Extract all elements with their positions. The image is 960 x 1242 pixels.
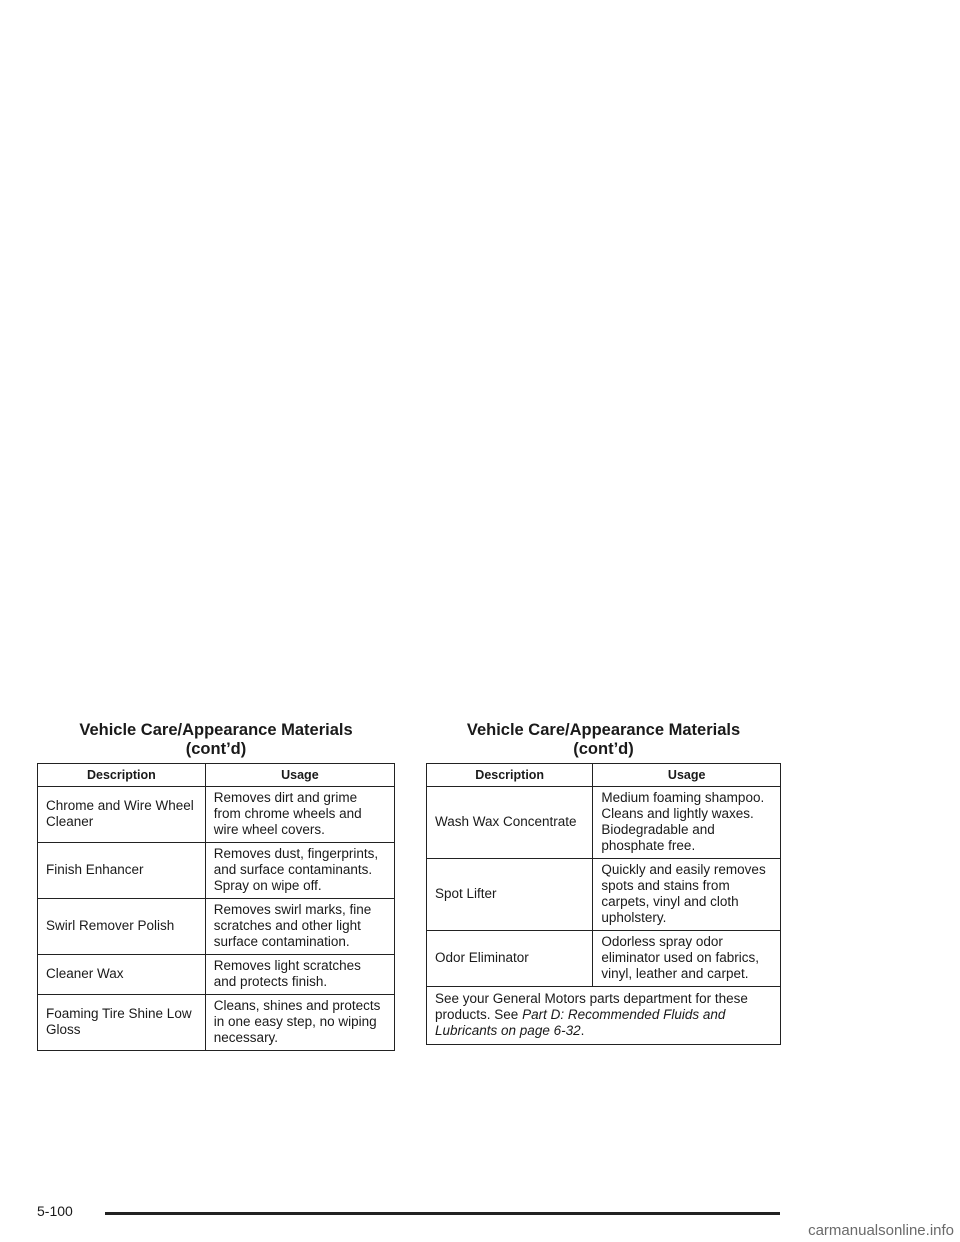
table-header-row xyxy=(427,764,781,787)
table-header-row xyxy=(38,764,395,787)
right-materials-table xyxy=(426,763,781,1045)
left-materials-table xyxy=(37,763,395,1051)
description-cell: Wash Wax Concentrate xyxy=(427,787,593,859)
usage-header: Usage xyxy=(593,764,781,787)
usage-cell: Quickly and easily removes spots and stains from carpets, vinyl and cloth upholstery. xyxy=(593,859,781,931)
usage-cell: Removes swirl marks, fine scratches and other light surface contamination. xyxy=(205,899,394,955)
description-cell: Odor Eliminator xyxy=(427,931,593,987)
description-cell: Cleaner Wax xyxy=(38,955,206,995)
description-cell: Chrome and Wire Wheel Cleaner xyxy=(38,787,206,843)
description-cell: Swirl Remover Polish xyxy=(38,899,206,955)
note-text: See your General Motors parts department for these products. See xyxy=(435,991,748,1022)
description-header: Description xyxy=(427,764,593,787)
parts-note xyxy=(427,987,781,1045)
page-number: 5-100 xyxy=(37,1203,73,1219)
table-row xyxy=(427,787,781,859)
note-end: . xyxy=(580,1023,585,1038)
description-header: Description xyxy=(38,764,206,787)
table-row xyxy=(38,843,395,899)
right-section-title: Vehicle Care/Appearance Materials (cont’d) xyxy=(466,721,741,758)
usage-cell: Removes light scratches and protects finish. xyxy=(205,955,394,995)
table-row xyxy=(38,899,395,955)
left-materials-section xyxy=(37,721,395,1051)
usage-cell: Cleans, shines and protects in one easy step, no wiping necessary. xyxy=(205,995,394,1051)
left-section-title: Vehicle Care/Appearance Materials (cont’d) xyxy=(79,721,353,758)
table-row xyxy=(427,859,781,931)
usage-header: Usage xyxy=(205,764,394,787)
fluids-reference-link[interactable]: Part D: Recommended Fluids and Lubricants on page 6-32 xyxy=(435,1007,726,1038)
usage-cell: Removes dirt and grime from chrome wheels and wire wheel covers. xyxy=(205,787,394,843)
table-row xyxy=(38,787,395,843)
table-note-row xyxy=(427,987,781,1045)
usage-cell: Medium foaming shampoo. Cleans and lightly waxes. Biodegradable and phosphate free. xyxy=(593,787,781,859)
footer-divider xyxy=(105,1212,780,1215)
description-cell: Foaming Tire Shine Low Gloss xyxy=(38,995,206,1051)
site-watermark: carmanualsonline.info xyxy=(808,1222,954,1239)
usage-cell: Odorless spray odor eliminator used on fabrics, vinyl, leather and carpet. xyxy=(593,931,781,987)
right-materials-section xyxy=(426,721,781,1045)
usage-cell: Removes dust, fingerprints, and surface contaminants. Spray on wipe off. xyxy=(205,843,394,899)
table-row xyxy=(427,931,781,987)
table-row xyxy=(38,995,395,1051)
table-row xyxy=(38,955,395,995)
description-cell: Finish Enhancer xyxy=(38,843,206,899)
description-cell: Spot Lifter xyxy=(427,859,593,931)
